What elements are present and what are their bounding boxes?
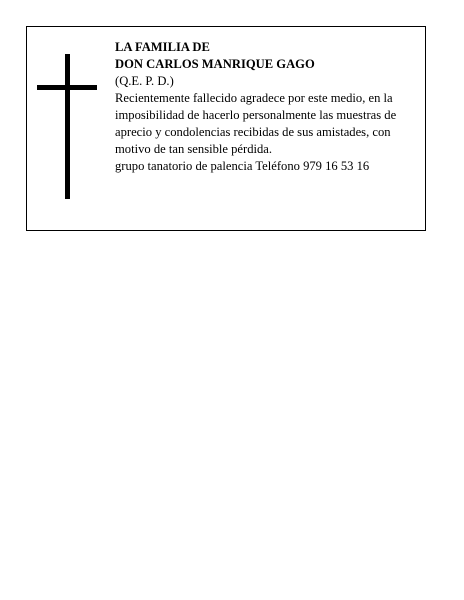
notice-body: Recientemente fallecido agradece por este medio, en la imposibilidad de hacerlo personalmente las muestras de aprecio y condolencias recibidas de sus amistades, con motivo de tan sensible pérdida. — [115, 91, 397, 156]
notice-text — [115, 39, 423, 175]
obituary-notice — [26, 26, 426, 231]
heading-family: LA FAMILIA DE — [115, 40, 210, 54]
rip-label: (Q.E. P. D.) — [115, 74, 174, 88]
cross-vertical-bar — [65, 54, 70, 199]
cross-icon — [37, 54, 99, 199]
cross-horizontal-bar — [37, 85, 97, 90]
heading-name: DON CARLOS MANRIQUE GAGO — [115, 57, 315, 71]
funeral-home-contact: grupo tanatorio de palencia Teléfono 979 16 53 16 — [115, 159, 370, 173]
